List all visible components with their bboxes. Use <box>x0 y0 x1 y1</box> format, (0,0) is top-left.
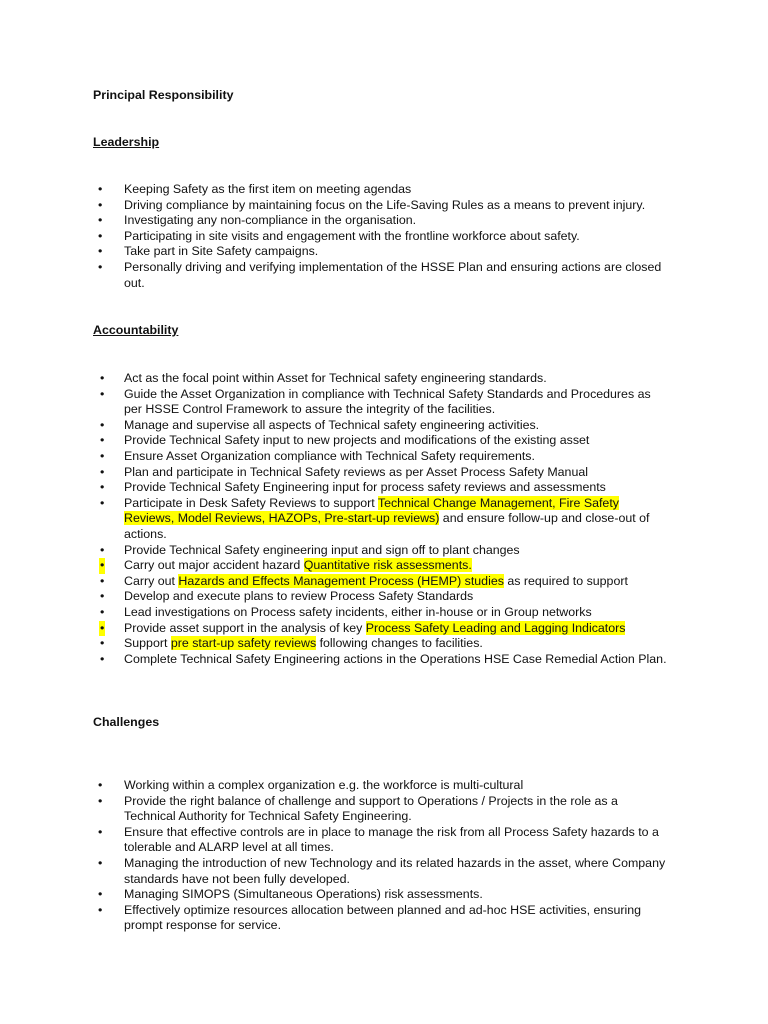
accountability-list-item <box>0 574 768 590</box>
list-item-text: Complete Technical Safety Engineering actions in the Operations HSE Case Remedial Action Plan. <box>124 651 667 666</box>
accountability-list-item <box>0 589 768 605</box>
accountability-list <box>0 371 768 667</box>
list-item-text: Take part in Site Safety campaigns. <box>124 244 319 259</box>
challenges-list <box>0 778 768 934</box>
bullet-icon: • <box>100 386 105 401</box>
bullet-icon: • <box>98 182 103 196</box>
bullet-icon: • <box>100 417 105 432</box>
list-item-text: Ensure that effective controls are in place to manage the risk from all Process Safety hazards to a tolerable and ALARP level at all times. <box>124 824 659 855</box>
list-item-text: Plan and participate in Technical Safety reviews as per Asset Process Safety Manual <box>124 464 588 479</box>
bullet-icon: • <box>100 371 105 385</box>
bullet-icon: • <box>98 197 103 212</box>
highlighted-text: Quantitative risk assessments. <box>303 558 472 573</box>
list-item-text: Managing SIMOPS (Simultaneous Operations) risk assessments. <box>124 887 483 902</box>
bullet-icon: • <box>100 558 105 573</box>
bullet-icon: • <box>98 244 103 259</box>
accountability-list-item <box>0 480 768 496</box>
challenges-list-item <box>0 825 768 856</box>
bullet-icon: • <box>100 620 105 635</box>
bullet-icon: • <box>100 636 105 651</box>
highlighted-text: Technical Change Management, Fire Safety Reviews, Model Reviews, HAZOPs, Pre-start-up reviews) <box>124 495 619 526</box>
leadership-list-item <box>0 213 768 229</box>
bullet-icon: • <box>100 464 105 479</box>
accountability-list-item <box>0 433 768 449</box>
bullet-icon: • <box>98 902 103 917</box>
list-item-text: Provide asset support in the analysis of key Process Safety Leading and Lagging Indicators <box>124 620 626 635</box>
leadership-list-item <box>0 182 768 198</box>
list-item-text: Provide the right balance of challenge and support to Operations / Projects in the role as a Technical Authority for Technical Safety Engineering. <box>124 793 618 824</box>
bullet-icon: • <box>100 573 105 588</box>
accountability-list-item <box>0 558 768 574</box>
bullet-icon: • <box>98 259 103 274</box>
accountability-list-item <box>0 371 768 387</box>
list-item-text: Working within a complex organization e.g. the workforce is multi-cultural <box>124 778 524 792</box>
leadership-list-item <box>0 260 768 291</box>
highlighted-text: Hazards and Effects Management Process (HEMP) studies <box>178 573 504 588</box>
bullet-icon: • <box>100 542 105 557</box>
challenges-list-item <box>0 887 768 903</box>
leadership-list <box>0 182 768 291</box>
accountability-list-item <box>0 418 768 434</box>
bullet-icon: • <box>100 589 105 604</box>
accountability-list-item <box>0 636 768 652</box>
bullet-icon: • <box>100 604 105 619</box>
list-item-text: Carry out Hazards and Effects Management Process (HEMP) studies as required to support <box>124 573 628 588</box>
challenges-list-item <box>0 856 768 887</box>
bullet-icon: • <box>98 778 103 792</box>
bullet-icon: • <box>100 448 105 463</box>
list-item-text: Keeping Safety as the first item on meeting agendas <box>124 182 412 196</box>
bullet-icon: • <box>98 855 103 870</box>
accountability-list-item <box>0 652 768 668</box>
leadership-list-item <box>0 244 768 260</box>
accountability-list-item <box>0 621 768 637</box>
list-item-text: Personally driving and verifying implementation of the HSSE Plan and ensuring actions are closed out. <box>124 259 662 290</box>
list-item-text: Driving compliance by maintaining focus on the Life-Saving Rules as a means to prevent injury. <box>124 197 646 212</box>
list-item-text: Participating in site visits and engagement with the frontline workforce about safety. <box>124 228 580 243</box>
list-item-text: Ensure Asset Organization compliance with Technical Safety requirements. <box>124 448 535 463</box>
leadership-heading: Leadership <box>93 135 160 149</box>
list-item-text: Investigating any non-compliance in the organisation. <box>124 213 417 228</box>
list-item-text: Participate in Desk Safety Reviews to support Technical Change Management, Fire Safety Reviews, Model Reviews, HAZOPs, Pre-start-up reviews) and ensure follow-up and close-out of actions. <box>124 495 650 541</box>
bullet-icon: • <box>98 213 103 228</box>
list-item-text: Manage and supervise all aspects of Technical safety engineering activities. <box>124 417 540 432</box>
list-item-text: Support pre start-up safety reviews following changes to facilities. <box>124 636 483 651</box>
list-item-text: Carry out major accident hazard Quantitative risk assessments. <box>124 558 472 573</box>
accountability-list-item <box>0 605 768 621</box>
accountability-heading: Accountability <box>93 323 179 337</box>
bullet-icon: • <box>100 433 105 448</box>
list-item-text: Effectively optimize resources allocation between planned and ad-hoc HSE activities, ensuring prompt response for service. <box>124 902 642 933</box>
bullet-icon: • <box>98 793 103 808</box>
highlighted-text: Process Safety Leading and Lagging Indicators <box>365 620 626 635</box>
highlighted-text: pre start-up safety reviews <box>170 636 317 651</box>
bullet-icon: • <box>100 495 105 510</box>
bullet-icon: • <box>98 824 103 839</box>
bullet-icon: • <box>98 887 103 902</box>
accountability-list-item <box>0 465 768 481</box>
list-item-text: Managing the introduction of new Technology and its related hazards in the asset, where Company standards have not been fully developed. <box>124 855 666 886</box>
bullet-icon: • <box>98 228 103 243</box>
challenges-list-item <box>0 903 768 934</box>
challenges-heading: Challenges <box>93 715 160 729</box>
list-item-text: Lead investigations on Process safety incidents, either in-house or in Group networks <box>124 604 592 619</box>
list-item-text: Act as the focal point within Asset for Technical safety engineering standards. <box>124 371 547 385</box>
accountability-list-item <box>0 496 768 543</box>
list-item-text: Provide Technical Safety input to new projects and modifications of the existing asset <box>124 433 590 448</box>
bullet-icon: • <box>100 480 105 495</box>
leadership-list-item <box>0 198 768 214</box>
leadership-list-item <box>0 229 768 245</box>
list-item-text: Provide Technical Safety Engineering input for process safety reviews and assessments <box>124 480 606 495</box>
list-item-text: Develop and execute plans to review Process Safety Standards <box>124 589 474 604</box>
accountability-list-item <box>0 449 768 465</box>
challenges-list-item <box>0 778 768 794</box>
principal-responsibility-heading: Principal Responsibility <box>93 88 234 102</box>
accountability-list-item <box>0 543 768 559</box>
accountability-list-item <box>0 387 768 418</box>
bullet-icon: • <box>100 651 105 666</box>
list-item-text: Guide the Asset Organization in compliance with Technical Safety Standards and Procedures as per HSSE Control Framework to assure the integrity of the facilities. <box>124 386 651 417</box>
challenges-list-item <box>0 794 768 825</box>
list-item-text: Provide Technical Safety engineering input and sign off to plant changes <box>124 542 520 557</box>
